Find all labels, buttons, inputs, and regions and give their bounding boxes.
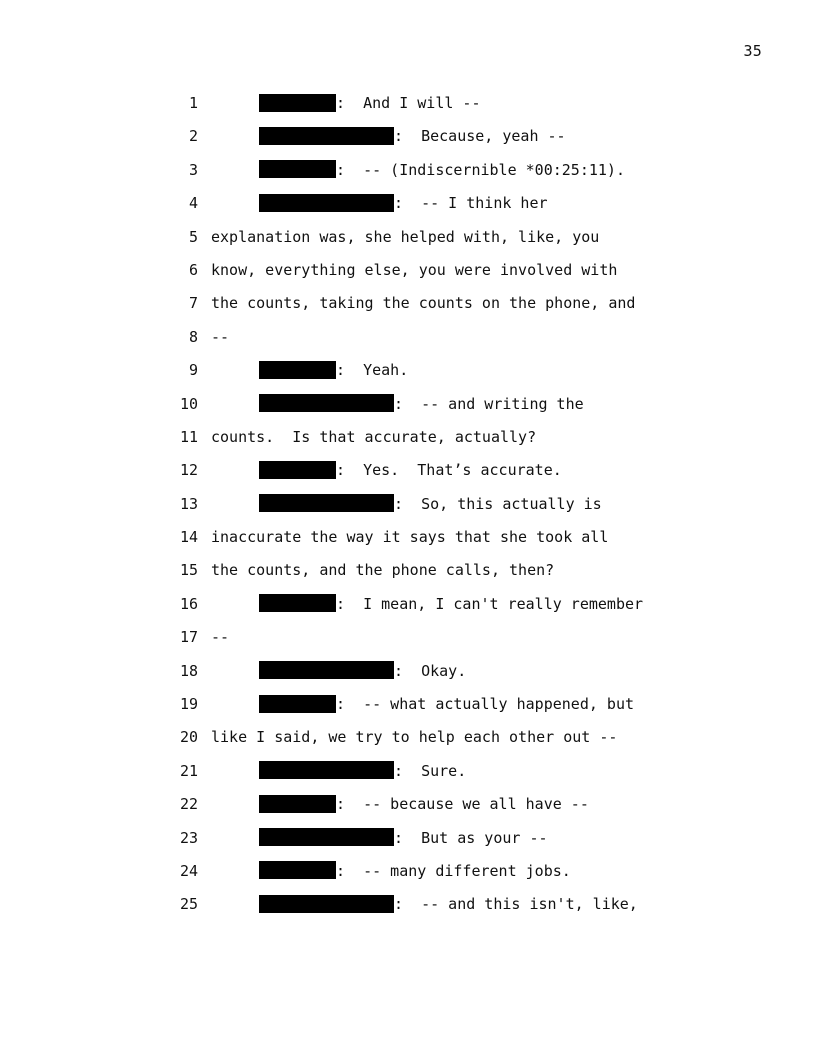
speaker-separator: : xyxy=(336,160,364,179)
line-number: 1 xyxy=(188,94,198,112)
transcript-line xyxy=(0,454,816,487)
line-text: I mean, I can't really remember xyxy=(363,594,644,613)
line-content xyxy=(259,388,584,421)
line-content xyxy=(259,120,566,153)
line-number: 21 xyxy=(179,761,198,780)
line-number: 5 xyxy=(188,227,198,246)
line-number: 23 xyxy=(179,828,198,847)
transcript-line xyxy=(0,788,816,821)
redaction-bar xyxy=(259,394,394,412)
line-number: 6 xyxy=(188,260,198,279)
speaker-separator: : xyxy=(394,761,422,780)
line-number: 8 xyxy=(188,327,198,346)
line-text: So, this actually is xyxy=(421,494,602,513)
line-text: Okay. xyxy=(421,661,467,680)
line-content xyxy=(211,254,617,287)
speaker-separator: : xyxy=(394,895,422,914)
transcript-body xyxy=(0,87,816,922)
line-text: Because, yeah -- xyxy=(421,127,566,146)
line-content xyxy=(211,287,635,320)
line-text: inaccurate the way it says that she took all xyxy=(211,528,609,547)
line-number: 4 xyxy=(188,194,198,213)
transcript-line xyxy=(0,287,816,320)
redaction-bar xyxy=(259,895,394,913)
line-number: 12 xyxy=(179,461,198,480)
line-number: 22 xyxy=(179,795,198,814)
transcript-line xyxy=(0,755,816,788)
line-text: -- xyxy=(211,628,230,647)
transcript-line xyxy=(0,554,816,587)
redaction-bar xyxy=(259,795,336,813)
redaction-bar xyxy=(259,94,336,112)
redaction-bar xyxy=(259,594,336,612)
speaker-separator: : xyxy=(336,795,364,814)
line-number: 19 xyxy=(179,695,198,714)
line-number: 10 xyxy=(179,394,198,413)
line-text: explanation was, she helped with, like, you xyxy=(211,227,600,246)
line-content xyxy=(259,888,638,921)
speaker-separator: : xyxy=(336,94,364,112)
transcript-line xyxy=(0,888,816,921)
line-text: -- and this isn't, like, xyxy=(421,895,638,914)
transcript-line xyxy=(0,388,816,421)
redaction-bar xyxy=(259,861,336,879)
transcript-line xyxy=(0,120,816,153)
line-content xyxy=(259,688,634,721)
line-number: 7 xyxy=(188,294,198,313)
line-content xyxy=(259,454,562,487)
line-text: -- because we all have -- xyxy=(363,795,589,814)
line-number: 15 xyxy=(179,561,198,580)
redaction-bar xyxy=(259,160,336,178)
line-number: 11 xyxy=(179,427,198,446)
line-number: 16 xyxy=(179,594,198,613)
line-content xyxy=(259,154,625,187)
line-text: -- and writing the xyxy=(421,394,584,413)
transcript-line xyxy=(0,221,816,254)
speaker-separator: : xyxy=(394,127,422,146)
line-text: -- what actually happened, but xyxy=(363,695,635,714)
line-text: Yes. That’s accurate. xyxy=(363,461,562,480)
line-text: Sure. xyxy=(421,761,467,780)
line-number: 14 xyxy=(179,528,198,547)
line-text: -- I think her xyxy=(421,194,548,213)
line-content xyxy=(259,822,548,855)
redaction-bar xyxy=(259,127,394,145)
line-number: 9 xyxy=(188,361,198,380)
redaction-bar xyxy=(259,361,336,379)
speaker-separator: : xyxy=(394,494,422,513)
speaker-separator: : xyxy=(336,594,364,613)
line-text: counts. Is that accurate, actually? xyxy=(211,427,537,446)
transcript-line xyxy=(0,588,816,621)
transcript-line xyxy=(0,87,816,120)
transcript-line xyxy=(0,154,816,187)
page-number: 35 xyxy=(743,42,762,60)
transcript-line xyxy=(0,321,816,354)
line-content xyxy=(259,755,466,788)
line-content xyxy=(259,488,602,521)
speaker-separator: : xyxy=(336,695,364,714)
line-number: 13 xyxy=(179,494,198,513)
line-number: 2 xyxy=(188,127,198,146)
line-text: But as your -- xyxy=(421,828,548,847)
line-number: 18 xyxy=(179,661,198,680)
line-text: the counts, taking the counts on the phone, and xyxy=(211,294,636,313)
line-content xyxy=(211,721,617,754)
transcript-line xyxy=(0,521,816,554)
line-content xyxy=(259,87,481,120)
speaker-separator: : xyxy=(394,661,422,680)
line-content xyxy=(259,655,466,688)
redaction-bar xyxy=(259,695,336,713)
line-number: 24 xyxy=(179,861,198,880)
speaker-separator: : xyxy=(394,828,422,847)
redaction-bar xyxy=(259,661,394,679)
line-content xyxy=(211,421,536,454)
redaction-bar xyxy=(259,194,394,212)
transcript-line xyxy=(0,688,816,721)
line-number: 17 xyxy=(179,628,198,647)
line-text: know, everything else, you were involved with xyxy=(211,260,618,279)
line-content xyxy=(259,855,571,888)
line-content xyxy=(259,187,548,220)
line-text: like I said, we try to help each other out -- xyxy=(211,728,618,747)
line-number: 3 xyxy=(188,160,198,179)
line-text: -- xyxy=(211,327,230,346)
transcript-line xyxy=(0,621,816,654)
line-number: 20 xyxy=(179,728,198,747)
redaction-bar xyxy=(259,761,394,779)
transcript-line xyxy=(0,855,816,888)
redaction-bar xyxy=(259,494,394,512)
transcript-line xyxy=(0,354,816,387)
speaker-separator: : xyxy=(336,861,364,880)
line-text: -- (Indiscernible *00:25:11). xyxy=(363,160,625,179)
speaker-separator: : xyxy=(394,394,422,413)
transcript-line xyxy=(0,254,816,287)
transcript-line xyxy=(0,721,816,754)
line-text: Yeah. xyxy=(363,361,409,380)
line-content xyxy=(211,621,229,654)
speaker-separator: : xyxy=(336,461,364,480)
line-text: the counts, and the phone calls, then? xyxy=(211,561,555,580)
line-content xyxy=(211,521,608,554)
transcript-line xyxy=(0,822,816,855)
transcript-line xyxy=(0,187,816,220)
line-content xyxy=(259,788,589,821)
line-content xyxy=(259,354,408,387)
redaction-bar xyxy=(259,461,336,479)
redaction-bar xyxy=(259,828,394,846)
transcript-line xyxy=(0,421,816,454)
speaker-separator: : xyxy=(336,361,364,380)
line-content xyxy=(259,588,643,621)
transcript-line xyxy=(0,488,816,521)
line-text: -- many different jobs. xyxy=(363,861,571,880)
transcript-line xyxy=(0,655,816,688)
line-content xyxy=(211,554,554,587)
speaker-separator: : xyxy=(394,194,422,213)
line-content xyxy=(211,221,599,254)
line-content xyxy=(211,321,229,354)
line-text: And I will -- xyxy=(363,94,481,112)
line-number: 25 xyxy=(179,895,198,914)
